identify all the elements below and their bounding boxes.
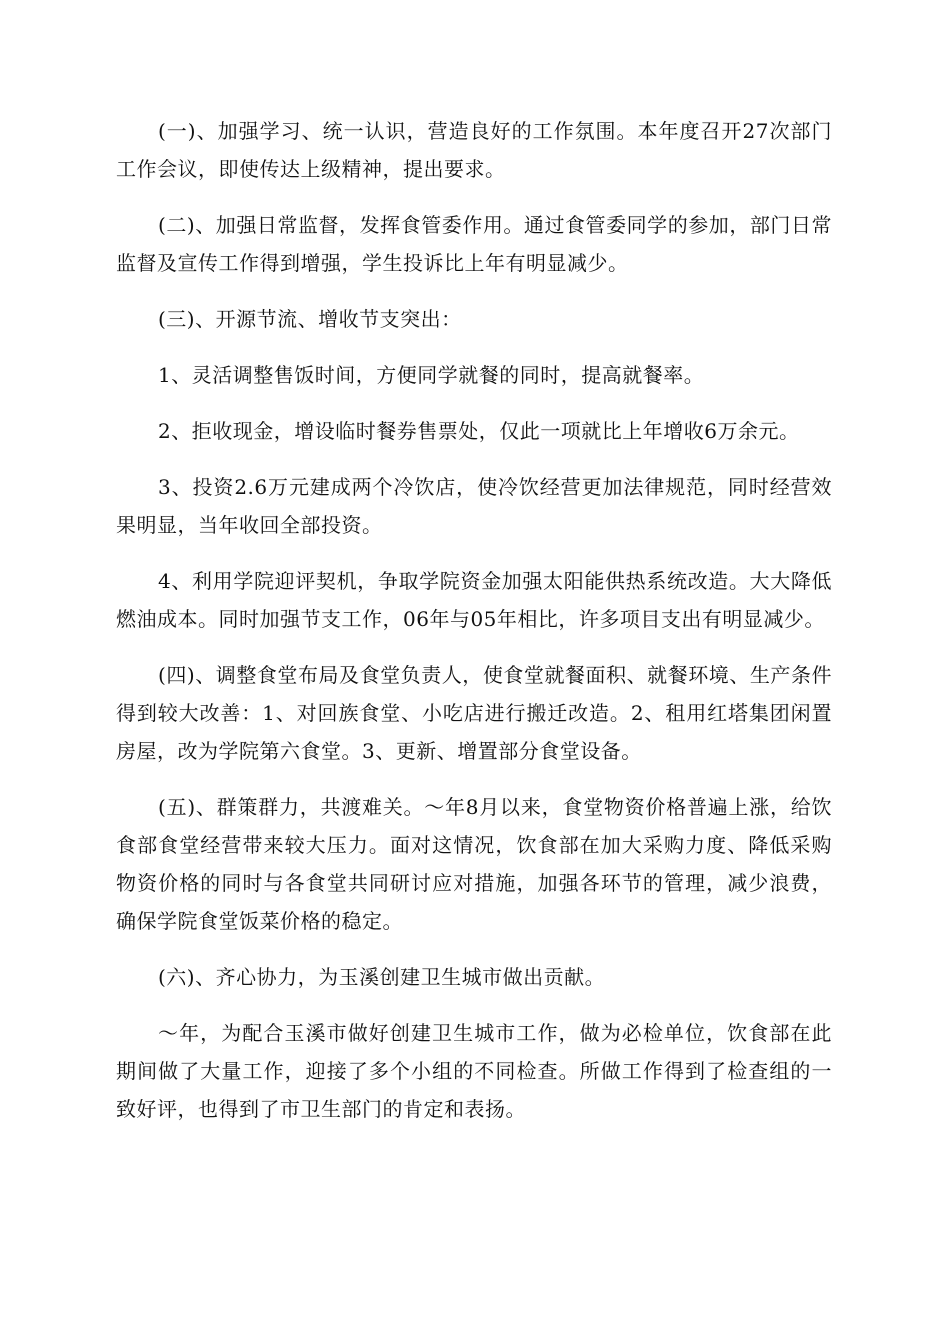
paragraph-11: ～年，为配合玉溪市做好创建卫生城市工作，做为必检单位，饮食部在此期间做了大量工作，迎接了多个小组的不同检查。所做工作得到了检查组的一致好评，也得到了市卫生部门的肯定和表扬。 xyxy=(116,1021,832,1121)
paragraph-5: 2、拒收现金，增设临时餐券售票处，仅此一项就比上年增收6万余元。 xyxy=(158,419,800,443)
paragraph-8: (四)、调整食堂布局及食堂负责人，使食堂就餐面积、就餐环境、生产条件得到较大改善：1、对回族食堂、小吃店进行搬迁改造。2、租用红塔集团闲置房屋，改为学院第六食堂。3、更新、增置部分食堂设备。 xyxy=(116,663,832,763)
paragraph-3: (三)、开源节流、增收节支突出： xyxy=(158,307,462,331)
paragraph-2: (二)、加强日常监督，发挥食管委作用。通过食管委同学的参加，部门日常监督及宣传工作得到增强，学生投诉比上年有明显减少。 xyxy=(116,213,832,275)
paragraph-1: (一)、加强学习、统一认识，营造良好的工作氛围。本年度召开27次部门工作会议，即使传达上级精神，提出要求。 xyxy=(116,119,832,181)
paragraph-10: (六)、齐心协力，为玉溪创建卫生城市做出贡献。 xyxy=(158,965,606,989)
paragraph-4: 1、灵活调整售饭时间，方便同学就餐的同时，提高就餐率。 xyxy=(158,363,705,387)
document-body xyxy=(116,112,832,1146)
paragraph-7: 4、利用学院迎评契机，争取学院资金加强太阳能供热系统改造。大大降低燃油成本。同时加强节支工作，06年与05年相比，许多项目支出有明显减少。 xyxy=(116,569,832,631)
paragraph-9: (五)、群策群力，共渡难关。～年8月以来，食堂物资价格普遍上涨，给饮食部食堂经营带来较大压力。面对这情况，饮食部在加大采购力度、降低采购物资价格的同时与各食堂共同研讨应对措施，加强各环节的管理，减少浪费，确保学院食堂饭菜价格的稳定。 xyxy=(116,795,832,933)
paragraph-6: 3、投资2.6万元建成两个冷饮店，使冷饮经营更加法律规范，同时经营效果明显，当年收回全部投资。 xyxy=(116,475,832,537)
